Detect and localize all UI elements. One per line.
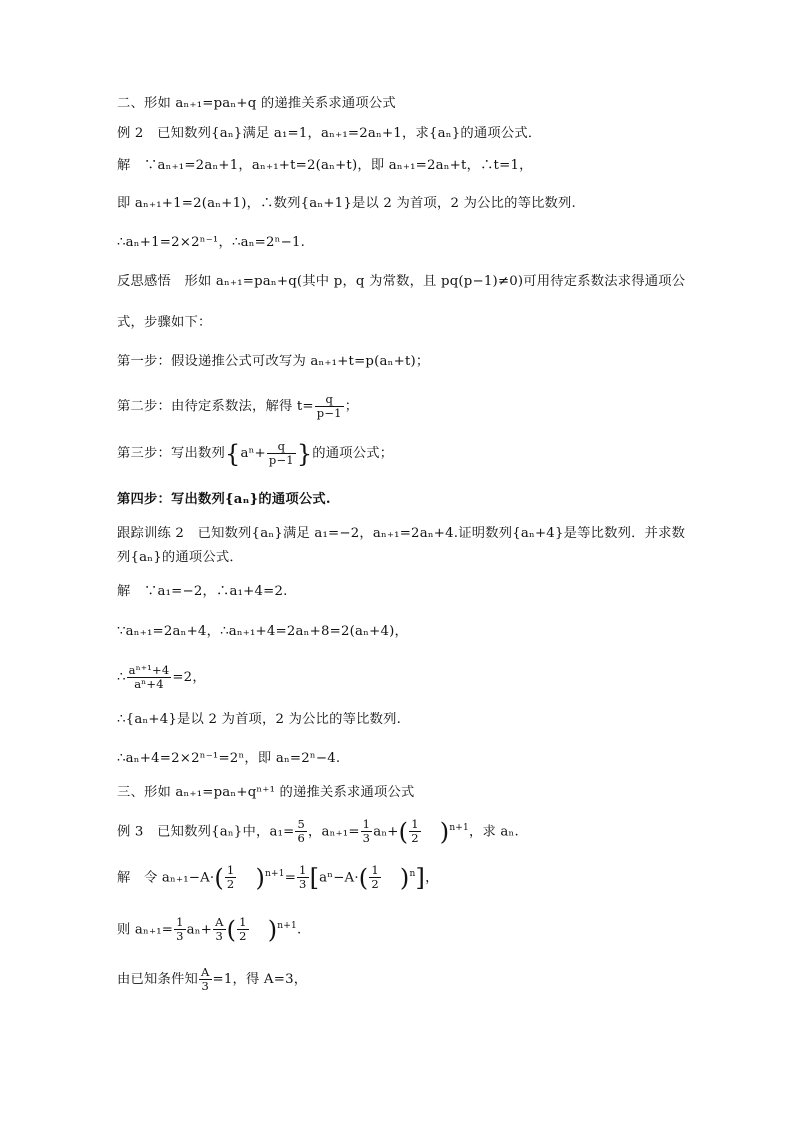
right-paren: ) [439,817,450,846]
step2-fraction-numerator: q [315,393,344,407]
practice2-fraction-numerator: aⁿ⁺¹+4 [128,663,170,677]
example2-solution-line2: 即 aₙ₊₁+1=2(aₙ+1)，∴数列{aₙ+1}是以 2 为首项，2 为公比的等比数列. [117,196,576,211]
section2-title: 二、形如 aₙ₊₁=paₙ+q 的递推关系求通项公式 [117,96,396,111]
solution1-suffix: ， [425,870,439,886]
fraction-denominator: 6 [297,831,305,846]
solution1-exponent-inner: n [409,869,416,879]
example3-prefix: 例 3 已知数列{aₙ}中，a₁= [117,824,295,840]
solution3-suffix: =1，得 A=3， [212,972,308,987]
fraction-denominator: 3 [299,877,307,892]
fraction-numerator: A [215,915,224,930]
reflection-step1: 第一步：假设递推公式可改写为 aₙ₊₁+t=p(aₙ+t)； [117,354,430,369]
step2-prefix: 第二步：由待定系数法，解得 t= [117,399,314,414]
fraction-denominator: 3 [215,929,224,944]
solution2-fraction-A [213,916,226,943]
fraction-numerator: 1 [176,915,184,930]
reflection-line2: 式，步骤如下： [117,315,212,330]
right-paren: ) [255,863,266,892]
solution1-exponent: n+1 [265,869,285,879]
example3-solution-line3 [117,966,307,993]
left-paren: ( [214,863,224,892]
example3-exponent: n+1 [449,823,469,833]
reflection-line1: 反思感悟 形如 aₙ₊₁=paₙ+q(其中 p，q 为常数，且 pq(p−1)≠0)可用待定系数法求得通项公 [117,274,686,289]
section3-title: 三、形如 aₙ₊₁=paₙ+qⁿ⁺¹ 的递推关系求通项公式 [117,785,415,800]
left-paren: ( [226,915,237,944]
example3-mid: ，aₙ₊₁= [308,824,360,840]
practice2-fraction-denominator: aⁿ+4 [134,677,164,691]
step2-fraction [315,393,344,420]
solution2-mid: aₙ+ [186,922,213,938]
left-paren: ( [358,863,369,892]
example2-problem: 例 2 已知数列{aₙ}满足 a₁=1，aₙ₊₁=2aₙ+1，求{aₙ}的通项公式． [117,126,542,141]
practice2-solution-line4: ∴{aₙ+4}是以 2 为首项，2 为公比的等比数列. [117,712,402,727]
fraction-numerator: A [200,965,210,979]
right-brace: } [296,439,313,468]
fraction-numerator: 1 [226,863,235,878]
reflection-step3 [117,440,393,467]
fraction-numerator: 1 [299,863,307,878]
therefore-symbol: ∴ [117,670,126,685]
example3-fraction-coef [361,818,373,845]
fraction-denominator: 2 [239,929,247,944]
step3-fraction-numerator: q [267,440,296,454]
fraction-numerator: 1 [411,817,419,832]
left-bracket: [ [309,863,320,892]
example2-solution-line1: 解 ∵aₙ₊₁=2aₙ+1，aₙ₊₁+t=2(aₙ+t)，即 aₙ₊₁=2aₙ+t，∴t=1， [117,158,533,173]
fraction-numerator: 1 [239,915,247,930]
solution1-fraction-coef [297,864,309,891]
fraction-numerator: 1 [371,863,379,878]
fraction-denominator: 3 [201,979,209,993]
example2-solution-line3: ∴aₙ+1=2×2ⁿ⁻¹，∴aₙ=2ⁿ−1. [117,235,306,250]
fraction-denominator: 2 [226,877,235,892]
example3-solution-line2 [117,916,301,943]
solution1-fraction-inner [369,864,381,891]
solution2-prefix: 则 aₙ₊₁= [117,922,174,938]
solution1-prefix: 解 令 aₙ₊₁−A· [117,870,215,886]
right-paren: ) [267,915,278,944]
right-paren: ) [399,863,410,892]
solution1-fraction-base [225,864,237,891]
reflection-step2 [117,393,358,420]
practice2-fraction-result: =2， [172,670,206,685]
step3-suffix: 的通项公式； [312,446,394,461]
fraction-denominator: 2 [371,877,379,892]
fraction-denominator: 3 [362,831,371,846]
solution2-exponent: n+1 [277,921,297,931]
fraction-numerator: 1 [362,817,371,832]
step3-fraction-denominator: p−1 [268,453,294,467]
example3-fraction-base [409,818,421,845]
example3-mid2: aₙ+ [373,824,399,840]
example3-problem [117,818,519,845]
practice2-solution-line5: ∴aₙ+4=2×2ⁿ⁻¹=2ⁿ，即 aₙ=2ⁿ−4. [117,751,341,766]
step3-term: aⁿ+ [240,446,266,461]
solution1-equals: = [284,870,297,886]
right-bracket: ] [415,863,426,892]
practice2-solution-line1: 解 ∵a₁=−2，∴a₁+4=2. [117,584,288,599]
reflection-step4: 第四步：写出数列{aₙ}的通项公式. [117,492,331,507]
step3-fraction [267,440,296,467]
solution2-suffix: . [296,922,302,938]
solution2-fraction-coef [174,916,186,943]
practice2-solution-line2: ∵aₙ₊₁=2aₙ+4，∴aₙ₊₁+4=2aₙ+8=2(aₙ+4)， [117,624,408,639]
step3-prefix: 第三步：写出数列 [117,446,225,461]
fraction-denominator: 3 [176,929,184,944]
step2-suffix: ； [344,399,359,414]
example3-solution-line1 [117,864,439,891]
practice2-solution-line3 [117,664,206,691]
solution3-prefix: 由已知条件知 [117,972,198,987]
example3-fraction-a1 [295,818,307,845]
practice2-fraction [127,664,172,691]
step2-fraction-denominator: p−1 [316,406,342,420]
solution2-fraction-base [237,916,249,943]
practice2-problem-line2: 列{aₙ}的通项公式． [117,550,243,565]
solution1-inner: aⁿ−A· [319,870,359,886]
solution3-fraction [199,966,212,993]
practice2-problem-line1: 跟踪训练 2 已知数列{aₙ}满足 a₁=−2，aₙ₊₁=2aₙ+4.证明数列{aₙ+4}是等比数列．并求数 [117,526,686,541]
example3-suffix: ，求 aₙ. [468,824,519,840]
fraction-denominator: 2 [411,831,419,846]
left-brace: { [224,439,241,468]
fraction-numerator: 5 [297,817,305,832]
left-paren: ( [398,817,409,846]
